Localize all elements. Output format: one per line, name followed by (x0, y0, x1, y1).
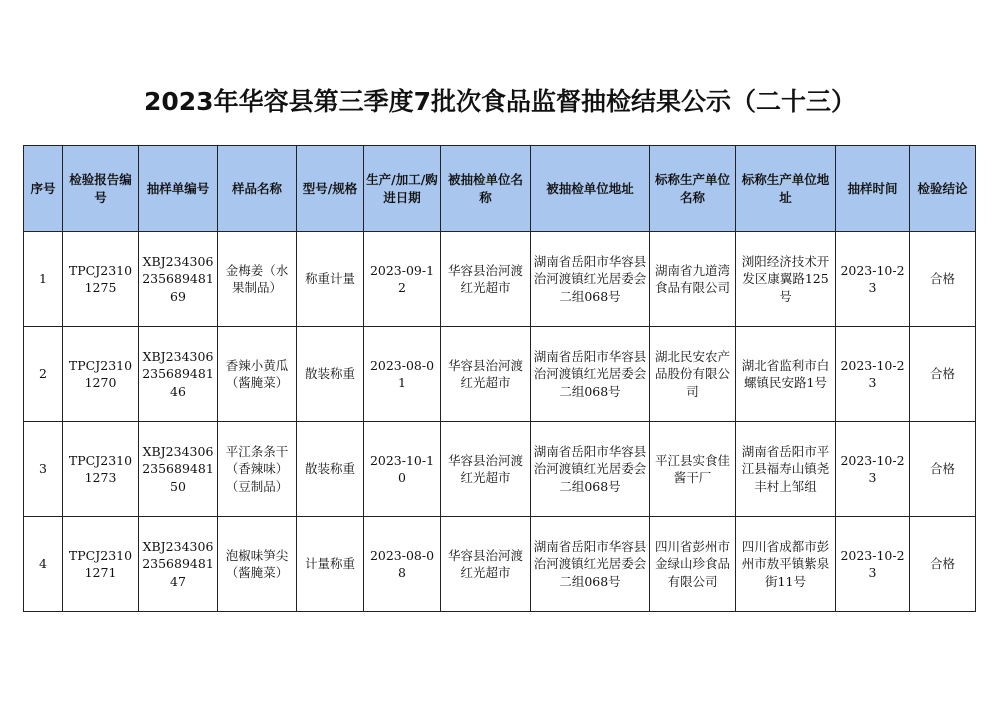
cell-result: 合格 (910, 327, 976, 422)
header-unit-address: 被抽检单位地址 (531, 146, 650, 232)
cell-sample-no: XBJ23430623568948147 (139, 517, 218, 612)
results-table (23, 145, 976, 612)
cell-unit-name: 华容县治河渡红光超市 (441, 517, 531, 612)
cell-date: 2023-08-08 (364, 517, 441, 612)
cell-mfr-address: 湖南省岳阳市平江县福寿山镇尧丰村上邹组 (736, 422, 836, 517)
cell-result: 合格 (910, 232, 976, 327)
page-title: 2023年华容县第三季度7批次食品监督抽检结果公示（二十三） (144, 87, 856, 116)
cell-unit-address: 湖南省岳阳市华容县治河渡镇红光居委会二组068号 (531, 422, 650, 517)
cell-mfr-name: 湖南省九道湾食品有限公司 (650, 232, 736, 327)
table-row (24, 327, 976, 422)
cell-report-no: TPCJ23101275 (63, 232, 139, 327)
header-unit-name: 被抽检单位名称 (441, 146, 531, 232)
cell-report-no: TPCJ23101270 (63, 327, 139, 422)
header-product: 样品名称 (218, 146, 297, 232)
table-row (24, 517, 976, 612)
cell-sample-time: 2023-10-23 (836, 327, 910, 422)
cell-sample-no: XBJ23430623568948146 (139, 327, 218, 422)
cell-date: 2023-10-10 (364, 422, 441, 517)
cell-mfr-name: 平江县实食佳酱干厂 (650, 422, 736, 517)
cell-date: 2023-08-01 (364, 327, 441, 422)
cell-product: 香辣小黄瓜（酱腌菜） (218, 327, 297, 422)
cell-date: 2023-09-12 (364, 232, 441, 327)
cell-sample-time: 2023-10-23 (836, 517, 910, 612)
cell-product: 泡椒味笋尖（酱腌菜） (218, 517, 297, 612)
cell-unit-name: 华容县治河渡红光超市 (441, 422, 531, 517)
cell-sample-no: XBJ23430623568948169 (139, 232, 218, 327)
cell-product: 平江条条干（香辣味）（豆制品） (218, 422, 297, 517)
header-no: 序号 (24, 146, 63, 232)
cell-mfr-address: 湖北省监利市白螺镇民安路1号 (736, 327, 836, 422)
cell-mfr-name: 四川省彭州市金绿山珍食品有限公司 (650, 517, 736, 612)
header-date: 生产/加工/购进日期 (364, 146, 441, 232)
header-row (24, 146, 976, 232)
cell-result: 合格 (910, 517, 976, 612)
cell-unit-address: 湖南省岳阳市华容县治河渡镇红光居委会二组068号 (531, 232, 650, 327)
cell-sample-time: 2023-10-23 (836, 422, 910, 517)
cell-no: 3 (24, 422, 63, 517)
header-mfr-name: 标称生产单位名称 (650, 146, 736, 232)
cell-sample-time: 2023-10-23 (836, 232, 910, 327)
header-sample-no: 抽样单编号 (139, 146, 218, 232)
cell-no: 4 (24, 517, 63, 612)
cell-spec: 计量称重 (297, 517, 364, 612)
cell-mfr-name: 湖北民安农产品股份有限公司 (650, 327, 736, 422)
cell-spec: 散装称重 (297, 327, 364, 422)
table-row (24, 422, 976, 517)
header-mfr-address: 标称生产单位地址 (736, 146, 836, 232)
cell-mfr-address: 四川省成都市彭州市敖平镇紫泉街11号 (736, 517, 836, 612)
cell-report-no: TPCJ23101271 (63, 517, 139, 612)
cell-no: 1 (24, 232, 63, 327)
cell-mfr-address: 浏阳经济技术开发区康翼路125号 (736, 232, 836, 327)
header-spec: 型号/规格 (297, 146, 364, 232)
cell-result: 合格 (910, 422, 976, 517)
cell-unit-address: 湖南省岳阳市华容县治河渡镇红光居委会二组068号 (531, 327, 650, 422)
header-result: 检验结论 (910, 146, 976, 232)
cell-report-no: TPCJ23101273 (63, 422, 139, 517)
cell-spec: 散装称重 (297, 422, 364, 517)
header-report-no: 检验报告编号 (63, 146, 139, 232)
cell-sample-no: XBJ23430623568948150 (139, 422, 218, 517)
cell-unit-name: 华容县治河渡红光超市 (441, 327, 531, 422)
header-sample-time: 抽样时间 (836, 146, 910, 232)
cell-product: 金梅姜（水果制品） (218, 232, 297, 327)
cell-spec: 称重计量 (297, 232, 364, 327)
cell-unit-address: 湖南省岳阳市华容县治河渡镇红光居委会二组068号 (531, 517, 650, 612)
table-row (24, 232, 976, 327)
cell-unit-name: 华容县治河渡红光超市 (441, 232, 531, 327)
cell-no: 2 (24, 327, 63, 422)
